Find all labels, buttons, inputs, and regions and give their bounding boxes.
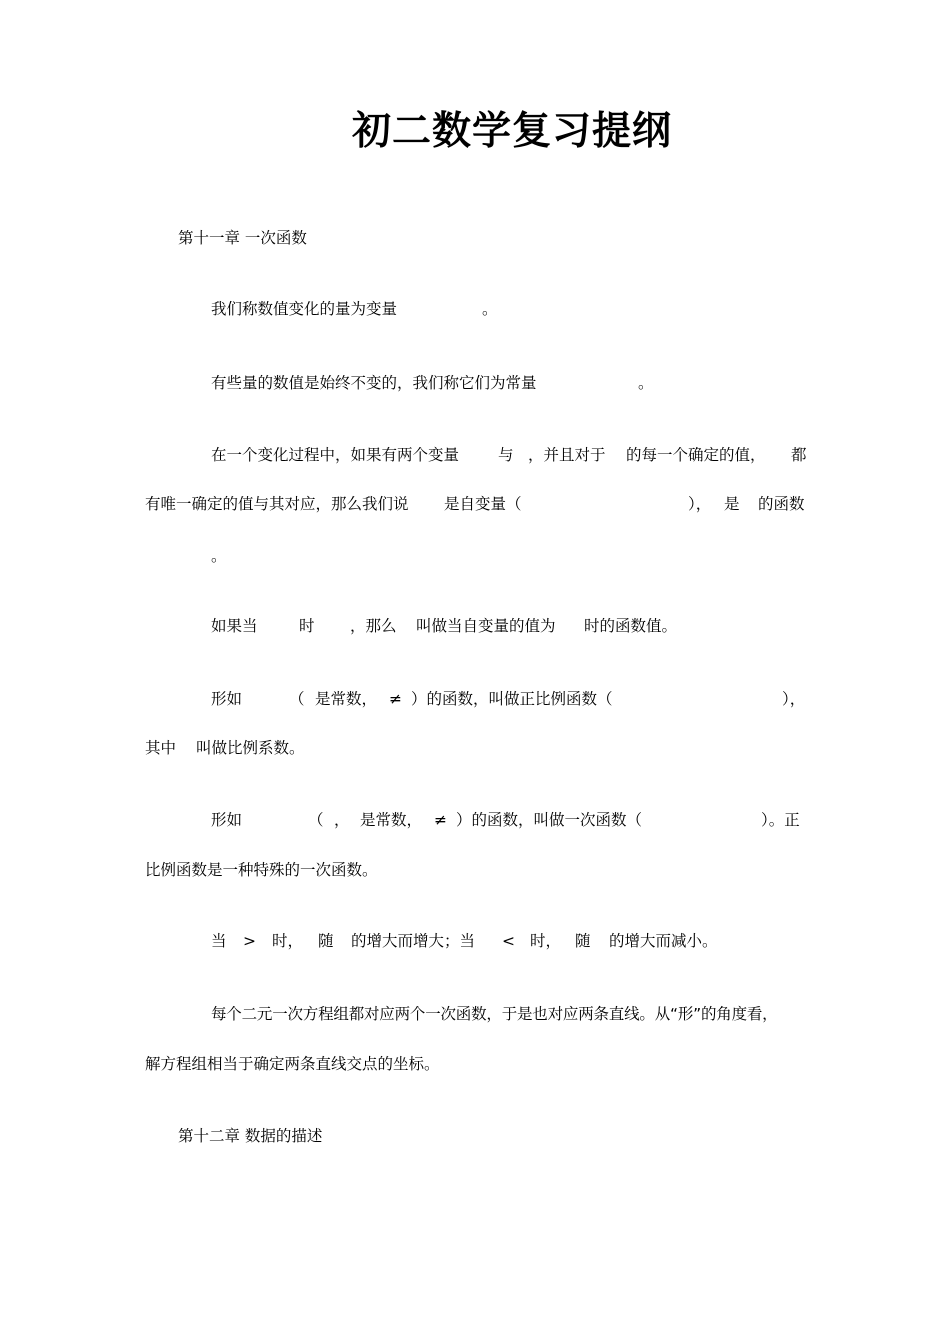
paragraph-constant: 有些量的数值是始终不变的，我们称它们为常量 (211, 374, 537, 392)
function-def-text: ，并且对于 (528, 446, 606, 464)
monotonicity-text: 时， (272, 932, 304, 950)
function-def-text: 都 (791, 446, 807, 464)
linear-function-text: 比例函数是一种特殊的一次函数。 (145, 861, 378, 879)
equation-system-text: 每个二元一次方程组都对应两个一次函数，于是也对应两条直线。从“形”的角度看， (211, 1005, 778, 1023)
chapter-11-heading: 第十一章 一次函数 (178, 229, 307, 247)
function-def-text: ）， (688, 495, 712, 513)
function-def-text: 是 (724, 495, 740, 513)
proportional-function-text: 其中 (145, 739, 177, 757)
function-value-text: ，那么 (350, 617, 397, 635)
linear-function-text: ）的函数，叫做一次函数（ (456, 811, 643, 829)
proportional-function-text: 叫做比例系数。 (196, 739, 305, 757)
function-def-text: 有唯一确定的值与其对应，那么我们说 (145, 495, 409, 513)
proportional-function-text: ）， (782, 690, 806, 708)
function-def-text: 的每一个确定的值， (626, 446, 766, 464)
linear-function-text: （ (308, 811, 324, 829)
function-def-end: 。 (211, 547, 227, 565)
monotonicity-text: 时， (530, 932, 562, 950)
monotonicity-text: 随 (575, 932, 591, 950)
function-def-text: 的函数 (758, 495, 805, 513)
monotonicity-text: > (243, 932, 256, 950)
linear-function-text: 形如 (211, 811, 243, 829)
function-def-text: 是自变量（ (444, 495, 522, 513)
page-title: 初二数学复习提纲 (352, 109, 673, 154)
linear-function-text: ≠ (434, 811, 447, 829)
monotonicity-text: 当 (211, 932, 227, 950)
monotonicity-text: 随 (318, 932, 334, 950)
function-value-text: 叫做当自变量的值为 (416, 617, 556, 635)
equation-system-text: 解方程组相当于确定两条直线交点的坐标。 (145, 1055, 440, 1073)
monotonicity-text: 的增大而增大；当 (351, 932, 476, 950)
proportional-function-text: ）的函数，叫做正比例函数（ (411, 690, 613, 708)
linear-function-text: ， (334, 811, 350, 829)
paragraph-constant-end: 。 (638, 374, 654, 392)
function-value-text: 时的函数值。 (584, 617, 678, 635)
proportional-function-text: 是常数， (315, 690, 378, 708)
proportional-function-text: ≠ (389, 690, 402, 708)
function-def-text: 在一个变化过程中，如果有两个变量 (211, 446, 460, 464)
linear-function-text: 是常数， (360, 811, 423, 829)
proportional-function-text: （ (289, 690, 305, 708)
paragraph-variable-end: 。 (482, 300, 498, 318)
proportional-function-text: 形如 (211, 690, 243, 708)
monotonicity-text: 的增大而减小。 (609, 932, 718, 950)
linear-function-text: ）。正 (761, 811, 800, 829)
function-value-text: 时 (299, 617, 315, 635)
monotonicity-text: < (502, 932, 515, 950)
paragraph-variable: 我们称数值变化的量为变量 (211, 300, 398, 318)
function-value-text: 如果当 (211, 617, 258, 635)
chapter-12-heading: 第十二章 数据的描述 (178, 1127, 323, 1145)
function-def-text: 与 (498, 446, 514, 464)
